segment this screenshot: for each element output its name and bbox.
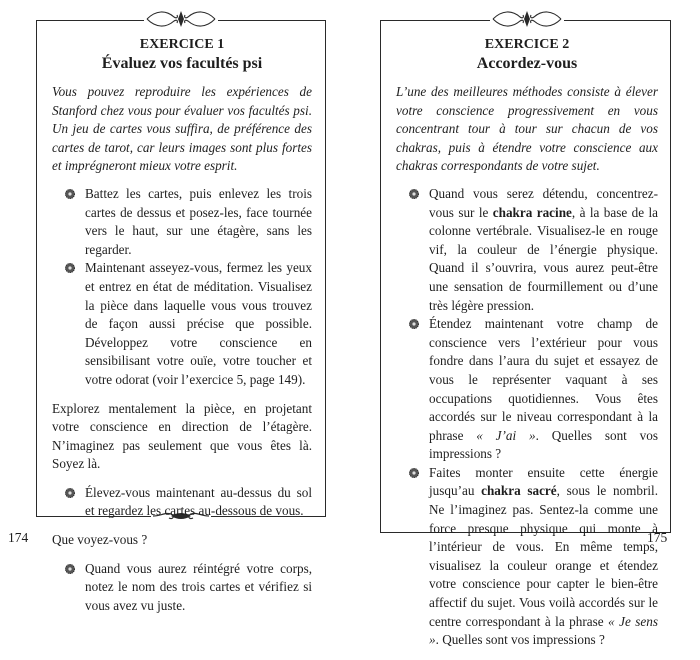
body-paragraph: Que voyez-vous ? xyxy=(52,532,148,548)
list-item xyxy=(85,560,312,616)
list-item-text: Maintenant asseyez-vous, fermez les yeux et entrez en état de méditation. Visualisez la pièce dans laquelle vous vous trouvez de façon aussi précise que possible. Développez votre conscience en sensibilisant votre ouïe, votre toucher et votre odorat (voir l’exercice 5, page 149). xyxy=(85,260,312,387)
list-item xyxy=(85,259,312,389)
list-item-text: Élevez-vous maintenant au-dessus du sol et regardez les cartes au-dessous de vous. xyxy=(85,484,312,519)
gear-bullet-icon xyxy=(65,263,75,273)
list-item-text: Étendez maintenant votre champ de conscience vers l’extérieur pour vous fondre dans l’aura du sujet et essayez de vous le représenter vaquant à ses occupations quotidiennes. Vous êtes accordés sur le niveau correspondant à la phrase « J’ai ». Quelles sont vos impressions ? xyxy=(429,316,658,462)
phrase-quote: « J’ai » xyxy=(476,427,536,443)
right-page-content xyxy=(396,36,658,660)
gear-bullet-icon xyxy=(409,189,419,199)
page-number-left: 174 xyxy=(8,530,29,545)
gear-bullet-icon xyxy=(65,189,75,199)
exercise-label: EXERCICE 1 xyxy=(139,37,225,52)
gear-bullet-icon xyxy=(409,319,419,329)
list-item-text: Battez les cartes, puis enlevez les trois cartes de dessus et posez-les, face tournée vers le haut, sur une étagère, sans les regarder. xyxy=(85,185,312,257)
list-item-text: Quand vous serez détendu, concentrez-vous sur le chakra racine, à la base de la colonne vertébrale. Visualisez-le en rouge vif, la couleur de l’énergie physique. Quand il s’ouvrira, vous aurez peut-être une sensation de fourmillement ou d’une très légère pression. xyxy=(429,185,658,313)
intro-paragraph: L’une des meilleures méthodes consiste à élever votre conscience progressivement en vous concentrant tour à tour sur chacun de vos chakras, puis à étendre votre conscience aux chakras correspondants de votre sujet. xyxy=(396,84,658,174)
left-page-content xyxy=(52,36,312,625)
flourish-ornament-icon xyxy=(144,6,218,32)
list-item xyxy=(85,484,312,521)
list-item xyxy=(429,185,658,315)
bullet-list xyxy=(52,560,312,616)
bullet-list xyxy=(52,484,312,521)
list-item xyxy=(85,185,312,259)
intro-paragraph: Vous pouvez reproduire les expériences de Stanford chez vous pour évaluer vos facultés psi. Un jeu de cartes vous suffira, de préférence des cartes de tarot, car leurs images sont plus fortes et imprégneront mieux votre esprit. xyxy=(52,84,312,174)
list-item xyxy=(429,315,658,464)
phrase-quote: « Je sens » xyxy=(429,613,658,648)
gear-bullet-icon xyxy=(409,468,419,478)
page-number-right: 175 xyxy=(647,530,668,545)
flourish-ornament-icon xyxy=(490,6,564,32)
gear-bullet-icon xyxy=(65,564,75,574)
chakra-term: chakra racine xyxy=(492,204,572,220)
list-item-text: Quand vous aurez réintégré votre corps, notez le nom des trois cartes et vérifiez si vous avez vu juste. xyxy=(85,560,312,613)
body-paragraph: Explorez mentalement la pièce, en projetant votre conscience en direction de l’étagère. N’imaginez pas seulement que vous êtes là. Soyez là. xyxy=(52,400,312,472)
exercise-title: Évaluez vos facultés psi xyxy=(101,55,263,72)
bullet-list xyxy=(52,185,312,390)
gear-bullet-icon xyxy=(65,488,75,498)
list-item-text: Faites monter ensuite cette énergie jusqu’au chakra sacré, sous le nombril. Ne l’imaginez pas. Sentez-la comme une force presque physique qui monte à l’intérieur de vous. En même temps, visualisez la couleur orange et étendez votre conscience pour capter le bien-être affectif du sujet. Vous voilà accordés sur le centre correspondant à la phrase « Je sens ». Quelles sont vos impressions ? xyxy=(429,464,658,648)
chakra-term: chakra sacré xyxy=(481,483,557,499)
exercise-label: EXERCICE 2 xyxy=(484,37,570,52)
list-item xyxy=(429,464,658,650)
bullet-list xyxy=(396,185,658,650)
exercise-title: Accordez-vous xyxy=(476,55,578,72)
